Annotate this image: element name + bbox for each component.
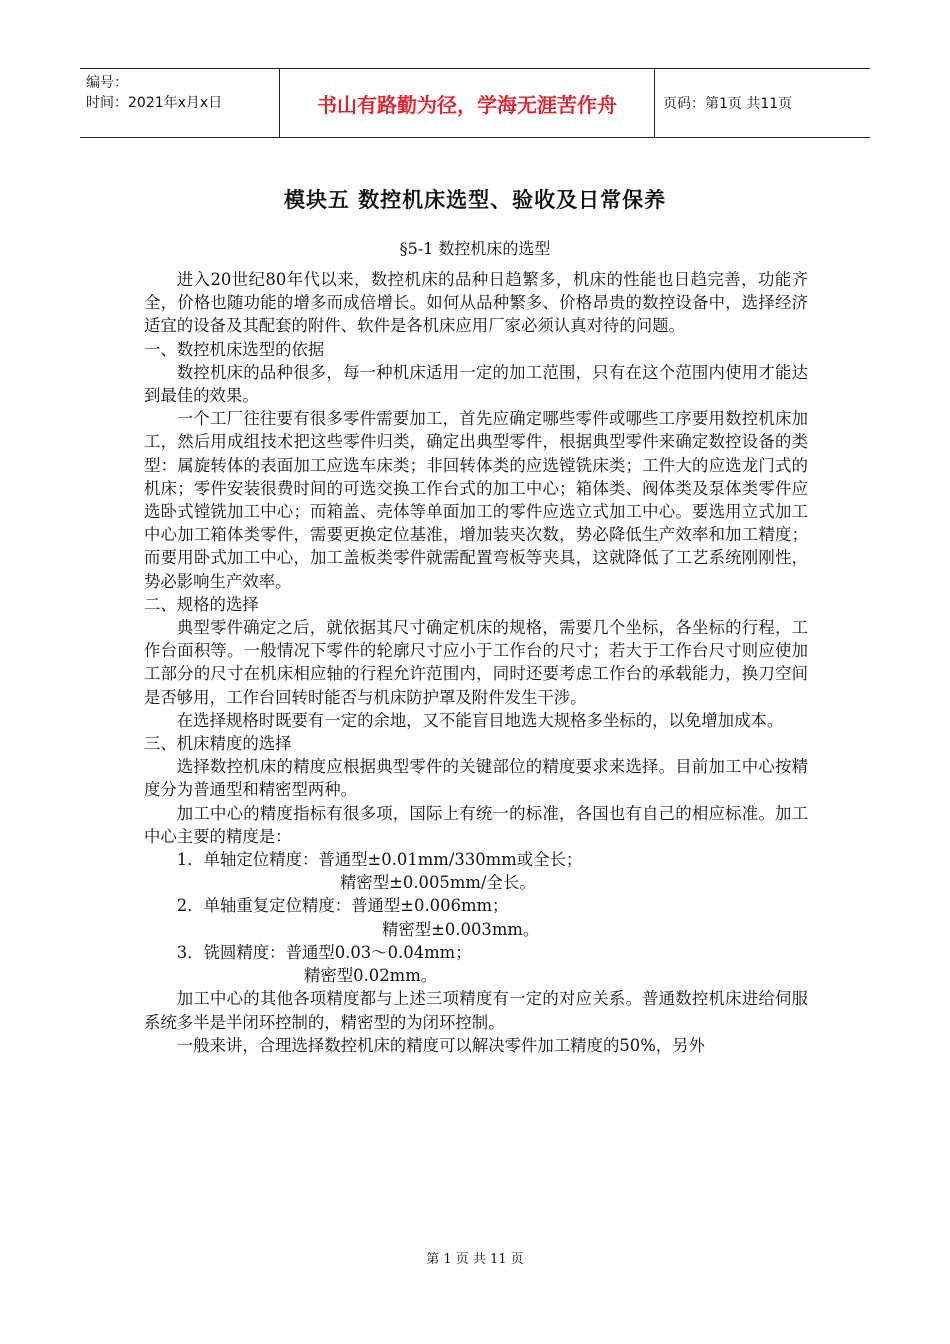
paragraph-intro: 进入20世纪80年代以来，数控机床的品种日趋繁多，机床的性能也日趋完善，功能齐全，价格也随功能的增多而成倍增长。如何从品种繁多、价格昂贵的数控设备中，选择经济适宜的设备及其配套的附件、软件是各机床应用厂家必须认真对待的问题。: [144, 270, 808, 336]
number-label: 编号：: [86, 75, 128, 91]
list-item: 2．单轴重复定位精度：普通型±0.006mm；: [176, 896, 509, 916]
header-page-info: 页码：第1页 共11页: [663, 96, 793, 112]
date-label: 时间：2021年x月x日: [86, 95, 223, 111]
header-motto: 书山有路勤为径，学海无涯苦作舟: [280, 69, 655, 137]
document-header: [80, 68, 870, 138]
heading-basis: 一、数控机床选型的依据: [144, 339, 325, 359]
list-item: 1．单轴定位精度：普通型±0.01mm/330mm或全长；: [176, 850, 583, 870]
list-item-continuation: 精密型±0.003mm。: [382, 919, 540, 939]
page-title: 模块五 数控机床选型、验收及日常保养: [283, 188, 667, 212]
paragraph: 数控机床的品种很多，每一种机床适用一定的加工范围，只有在这个范围内使用才能达到最佳的效果。: [144, 362, 808, 406]
paragraph: 选择数控机床的精度应根据典型零件的关键部位的精度要求来选择。目前加工中心按精度分为普通型和精密型两种。: [144, 757, 808, 800]
paragraph: 典型零件确定之后，就依据其尺寸确定机床的规格，需要几个坐标，各坐标的行程，工作台面积等。一般情况下零件的轮廓尺寸应小于工作台的尺寸；若大于工作台尺寸则应使加工部分的尺寸在机床相应轴的行程允许范围内，同时还要考虑工作台的承载能力，换刀空间是否够用，工作台回转时能否与机床防护罩及附件发生干涉。: [144, 618, 808, 707]
paragraph: 一个工厂往往要有很多零件需要加工，首先应确定哪些零件或哪些工序要用数控机床加工，然后用成组技术把这些零件归类，确定出典型零件，根据典型零件来确定数控设备的类型：属旋转体的表面加工应选车床类；非回转体类的应选镗铣床类；工件大的应选龙门式的机床；零件安装很费时间的可选交换工作台式的加工中心；箱体类、阀体类及泵体类零件应选卧式镗铣加工中心；而箱盖、壳体等单面加工的零件应选立式加工中心。要选用立式加工中心加工箱体类零件，需要更换定位基准，增加装夹次数，势必降低生产效率和加工精度；而要用卧式加工中心，加工盖板类零件就需配置弯板等夹具，这就降低了工艺系统刚刚性，势必影响生产效率。: [144, 409, 808, 591]
list-item-continuation: 精密型0.02mm。: [304, 966, 438, 986]
paragraph: 一般来讲，合理选择数控机床的精度可以解决零件加工精度的50%，另外: [176, 1035, 705, 1055]
list-item-continuation: 精密型±0.005mm/全长。: [340, 873, 536, 893]
body-text: [144, 268, 808, 1057]
section-subtitle: §5-1 数控机床的选型: [399, 239, 551, 258]
heading-spec: 二、规格的选择: [144, 594, 259, 614]
paragraph: 在选择规格时既要有一定的余地，又不能盲目地选大规格多坐标的，以免增加成本。: [176, 710, 784, 730]
paragraph: 加工中心的其他各项精度都与上述三项精度有一定的对应关系。普通数控机床进给伺服系统多半是半闭环控制的，精密型的为闭环控制。: [144, 989, 808, 1032]
list-item: 3．铣圆精度：普通型0.03～0.04mm；: [176, 942, 472, 962]
page-footer: 第 1 页 共 11 页: [426, 1252, 524, 1267]
heading-precision: 三、机床精度的选择: [144, 734, 292, 754]
header-meta: [80, 69, 280, 137]
paragraph: 加工中心的精度指标有很多项，国际上有统一的标准，各国也有自己的相应标准。加工中心主要的精度是：: [144, 803, 808, 846]
